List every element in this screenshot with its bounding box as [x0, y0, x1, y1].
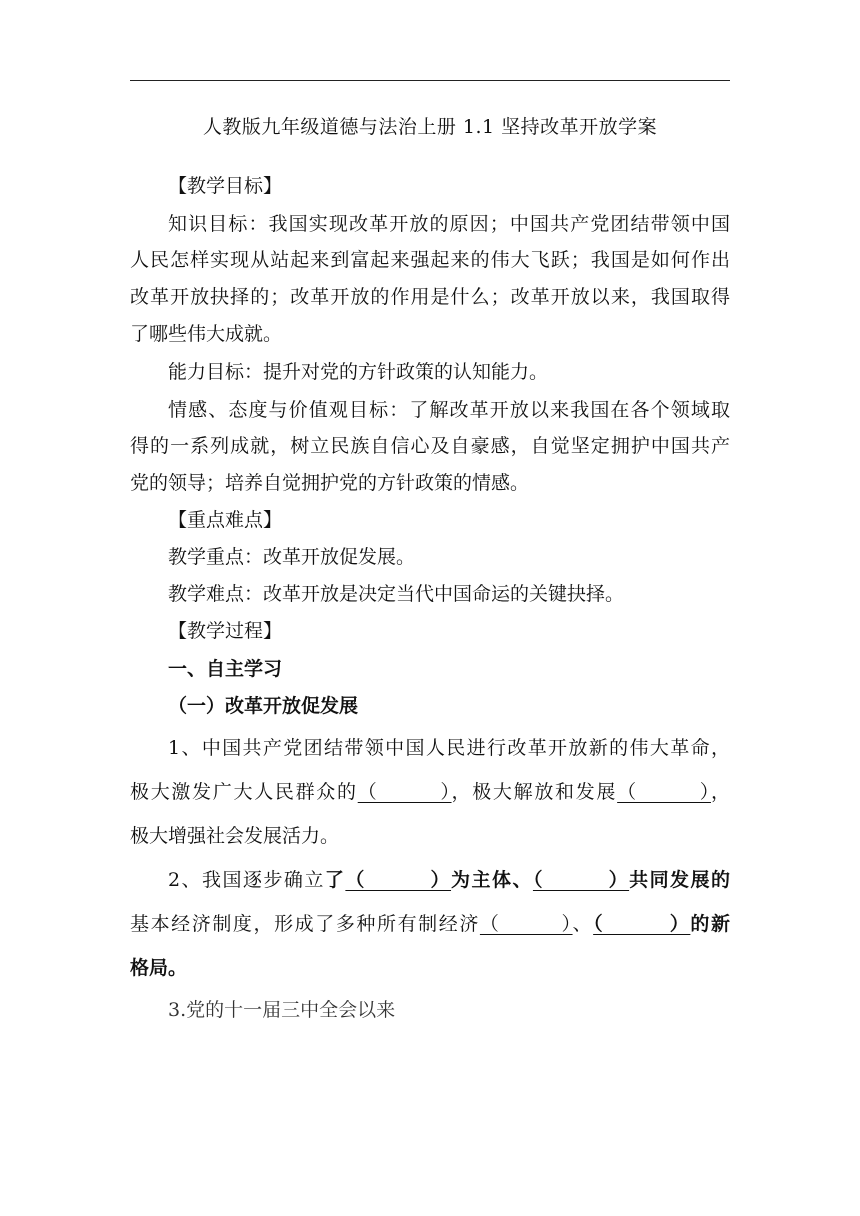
question-1-line — [130, 778, 730, 806]
fill-blank: （ ） — [593, 913, 691, 935]
fill-blank: （ ） — [357, 781, 452, 803]
document-title: 人教版九年级道德与法治上册 1.1 坚持改革开放学案 — [202, 116, 658, 138]
question-2-text: 为主体、 — [451, 869, 533, 891]
question-3-line: 3.党的十一届三中全会以来 — [168, 999, 396, 1021]
fill-blank: （ ） — [345, 869, 452, 891]
question-1-line: 1、中国共产党团结带领中国人民进行改革开放新的伟大革命， — [168, 737, 730, 759]
question-1-text: ， — [710, 781, 730, 803]
question-1-text: 极大激发广大人民群众的 — [130, 781, 358, 803]
fill-blank: （ ） — [617, 781, 711, 803]
knowledge-goal-line: 人民怎样实现从站起来到富起来强起来的伟大飞跃；我国是如何作出 — [130, 249, 730, 271]
knowledge-goal-line: 改革开放抉择的；改革开放的作用是什么；改革开放以来，我国取得 — [130, 286, 730, 308]
header-rule — [130, 80, 730, 81]
part-one-heading: 一、自主学习 — [168, 658, 283, 680]
difficulty-point: 教学难点：改革开放是决定当代中国命运的关键抉择。 — [168, 583, 625, 605]
part-one-subheading: （一）改革开放促发展 — [168, 695, 359, 717]
knowledge-goal-line: 知识目标：我国实现改革开放的原因；中国共产党团结带领中国 — [168, 213, 730, 235]
emotion-goal-line: 情感、态度与价值观目标：了解改革开放以来我国在各个领域取 — [168, 399, 730, 421]
question-2-line: 格局。 — [130, 957, 188, 979]
goals-heading: 【教学目标】 — [168, 175, 283, 197]
process-heading: 【教学过程】 — [168, 620, 283, 642]
question-2-text: 了 — [324, 869, 346, 891]
question-2-text: 的新 — [690, 913, 730, 935]
fill-blank: （ ） — [532, 869, 630, 891]
question-1-text: ，极大解放和发展 — [451, 781, 618, 803]
key-point: 教学重点：改革开放促发展。 — [168, 546, 416, 568]
question-2-text: 基本经济制度，形成了多种所有制经济 — [130, 913, 480, 935]
ability-goal: 能力目标：提升对党的方针政策的认知能力。 — [168, 361, 549, 383]
key-points-heading: 【重点难点】 — [168, 509, 283, 531]
knowledge-goal-line: 了哪些伟大成就。 — [130, 323, 283, 345]
question-1-line: 极大增强社会发展活力。 — [130, 825, 340, 847]
emotion-goal-line: 得的一系列成就，树立民族自信心及自豪感，自觉坚定拥护中国共产 — [130, 435, 730, 457]
question-2-line — [130, 910, 730, 938]
question-2-text: 共同发展的 — [629, 869, 730, 891]
emotion-goal-line: 党的领导；培养自觉拥护党的方针政策的情感。 — [130, 472, 530, 494]
question-2-line — [168, 866, 730, 894]
fill-blank: （ ） — [479, 913, 573, 935]
question-2-text: 2、我国逐步确立 — [168, 869, 325, 891]
question-2-text: 、 — [572, 913, 594, 935]
